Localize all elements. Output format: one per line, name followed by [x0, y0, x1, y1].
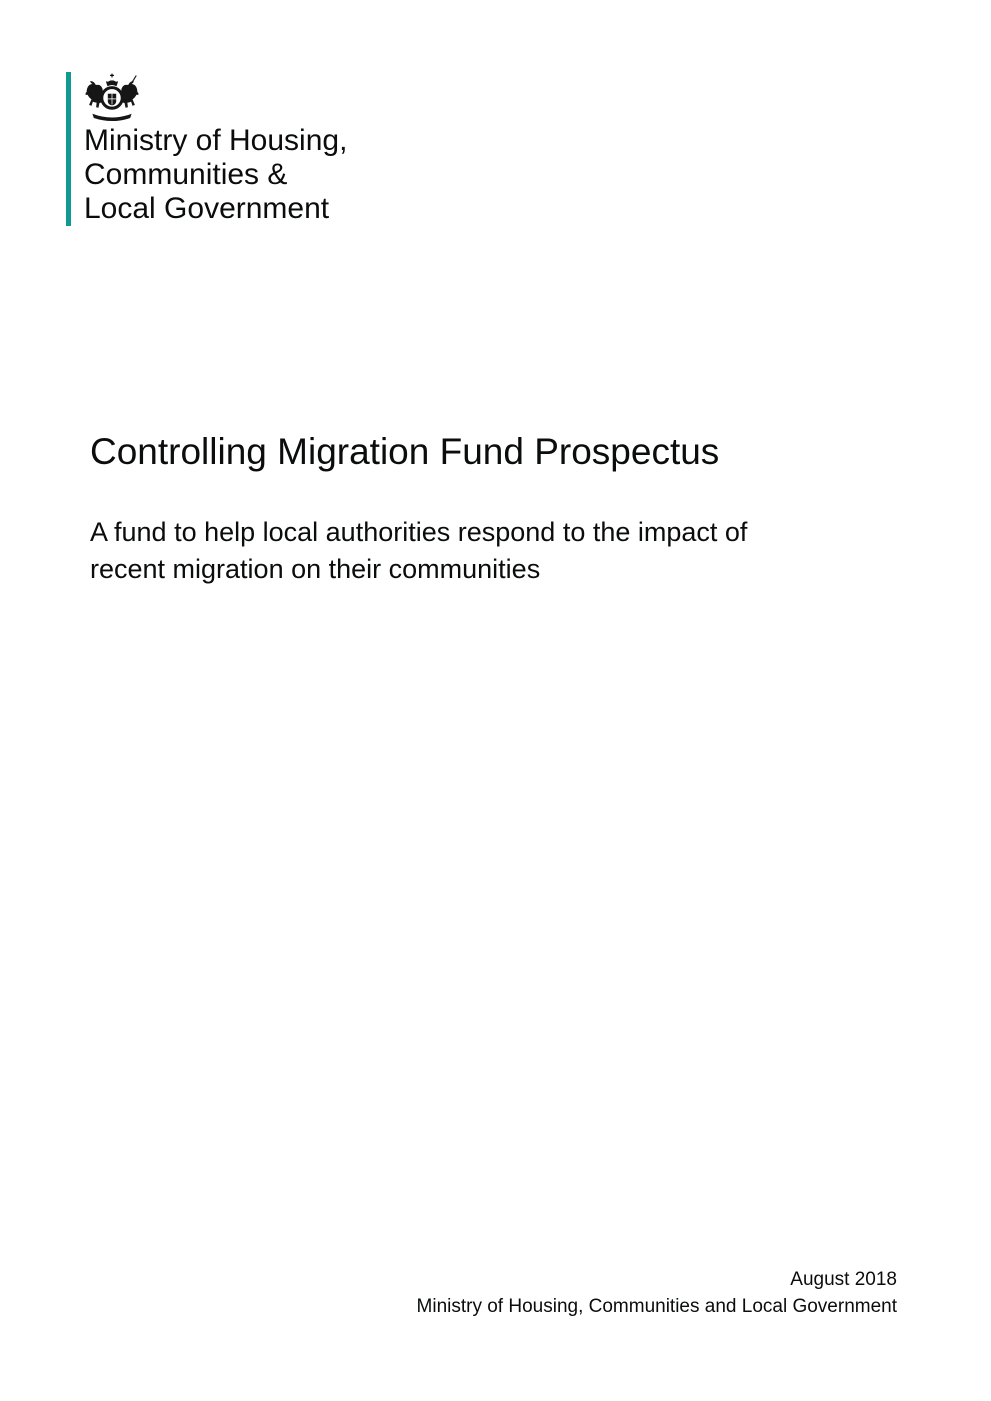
document-subtitle-line: recent migration on their communities [90, 554, 541, 584]
publication-date: August 2018 [790, 1269, 897, 1290]
department-name-line: Ministry of Housing, [84, 124, 348, 157]
department-name-line: Communities & [84, 158, 288, 191]
document-title: Controlling Migration Fund Prospectus [90, 431, 720, 472]
royal-coat-of-arms-icon [84, 72, 140, 122]
document-subtitle [90, 514, 747, 588]
publisher-name: Ministry of Housing, Communities and Local Government [416, 1296, 897, 1317]
department-name-line: Local Government [84, 192, 330, 225]
document-subtitle-line: A fund to help local authorities respond to the impact of [90, 517, 748, 547]
logo-content [71, 72, 347, 226]
department-logo [66, 72, 347, 226]
document-footer [250, 1266, 897, 1320]
